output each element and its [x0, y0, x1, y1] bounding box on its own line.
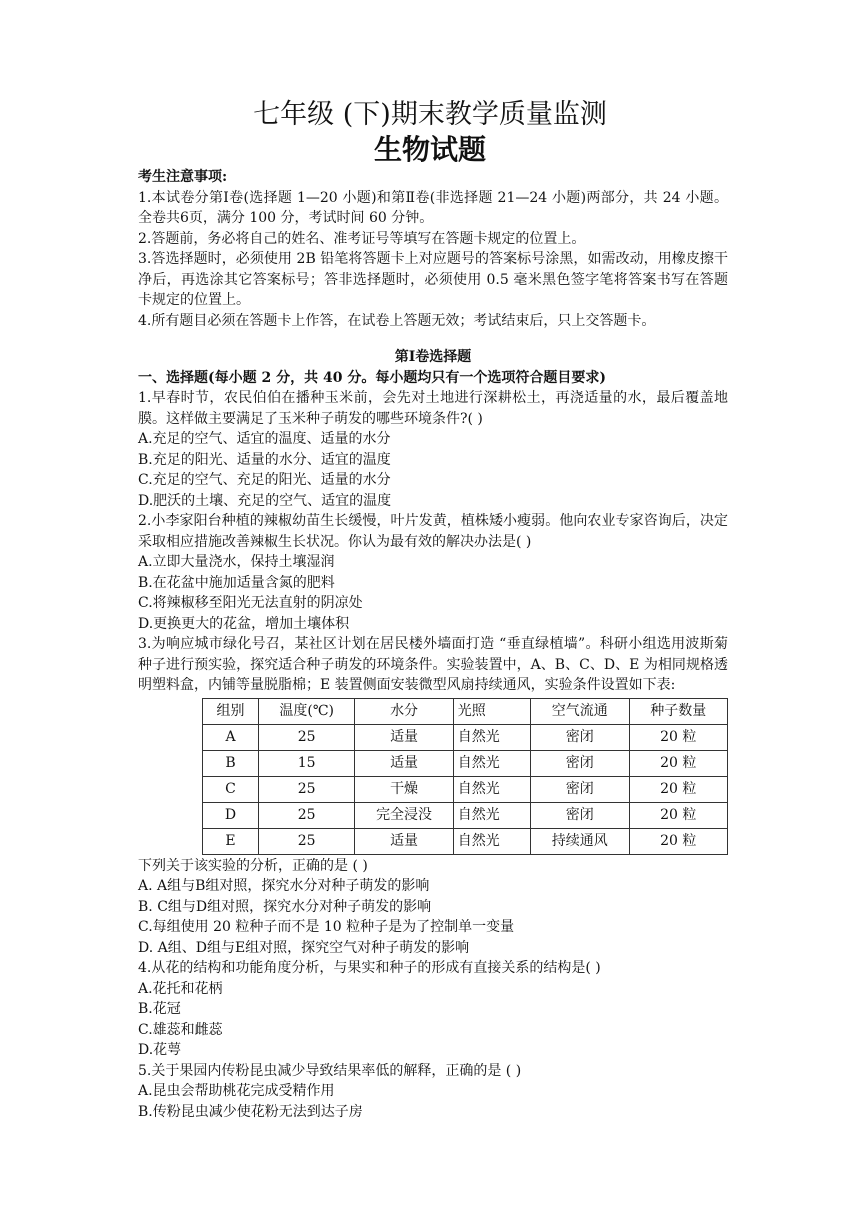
table-row	[203, 750, 728, 776]
table-header-cell: 光照	[453, 698, 530, 724]
question-5-option: A.昆虫会帮助桃花完成受精作用	[138, 1083, 335, 1099]
table-cell: A	[203, 724, 259, 750]
question-2-option: B.在花盆中施加适量含氮的肥料	[138, 574, 335, 591]
question-1-option: C.充足的空气、充足的阳光、适量的水分	[138, 472, 391, 488]
table-header-cell: 组别	[203, 698, 259, 724]
question-3-option: B. C组与D组对照，探究水分对种子萌发的影响	[138, 898, 432, 915]
question-1-option: D.肥沃的土壤、充足的空气、适宜的温度	[138, 492, 392, 509]
question-1-option: B.充足的阳光、适量的水分、适宜的温度	[138, 451, 391, 468]
table-row	[203, 724, 728, 750]
table-row	[203, 776, 728, 802]
table-cell: 25	[259, 802, 355, 828]
table-cell: 20 粒	[629, 724, 728, 750]
question-3-prompt: 下列关于该实验的分析，正确的是 ( )	[138, 857, 368, 874]
table-cell: 自然光	[453, 802, 530, 828]
spacer	[138, 331, 728, 347]
table-cell: 25	[259, 724, 355, 750]
exam-subtitle: 生物试题	[373, 133, 486, 166]
table-cell: 适量	[355, 828, 453, 854]
table-cell: 自然光	[453, 776, 530, 802]
question-3-option: C.每组使用 20 粒种子而不是 10 粒种子是为了控制单一变量	[138, 919, 515, 935]
table-header-cell: 空气流通	[531, 698, 629, 724]
notice-heading: 考生注意事项:	[138, 169, 228, 185]
question-3-stem: 3.为响应城市绿化号召，某社区计划在居民楼外墙面打造 “垂直绿植墙”。科研小组选用波斯菊种子进行预实验，探究适合种子萌发的环境条件。实验装置中，A、B、C、D、E 为相同规格透明塑料盒，内铺等量脱脂棉；E 装置侧面安装微型风扇持续通风，实验条件设置如下表:	[138, 636, 728, 693]
table-cell: 密闭	[531, 802, 629, 828]
question-2-option: A.立即大量浇水，保持土壤湿润	[138, 554, 335, 570]
table-cell: 适量	[355, 724, 453, 750]
table-cell: C	[203, 776, 259, 802]
question-1-option: A.充足的空气、适宜的温度、适量的水分	[138, 431, 391, 447]
table-cell: 完全浸没	[355, 802, 453, 828]
question-4-option: A.花托和花柄	[138, 980, 223, 997]
table-cell: 25	[259, 776, 355, 802]
table-header-cell: 水分	[355, 698, 453, 724]
table-cell: 自然光	[453, 828, 530, 854]
notice-item: 2.答题前，务必将自己的姓名、准考证号等填写在答题卡规定的位置上。	[138, 230, 586, 247]
question-1-stem: 1.早春时节，农民伯伯在播种玉米前，会先对土地进行深耕松土，再浇适量的水，最后覆盖地膜。这样做主要满足了玉米种子萌发的哪些环境条件?( )	[138, 390, 728, 427]
question-2-option: C.将辣椒移至阳光无法直射的阴凉处	[138, 595, 363, 611]
table-cell: 自然光	[453, 724, 530, 750]
table-cell: 自然光	[453, 750, 530, 776]
table-header-row	[203, 698, 728, 724]
question-4-option: D.花萼	[138, 1042, 182, 1058]
question-3-option: A. A组与B组对照，探究水分对种子萌发的影响	[138, 878, 430, 894]
table-row	[203, 828, 728, 854]
table-cell: B	[203, 750, 259, 776]
notice-item: 1.本试卷分第Ⅰ卷(选择题 1—20 小题)和第Ⅱ卷(非选择题 21—24 小题)两部分，共 24 小题。全卷共6页，满分 100 分，考试时间 60 分钟。	[138, 189, 728, 226]
table-cell: D	[203, 802, 259, 828]
table-cell: 干燥	[355, 776, 453, 802]
table-cell: 25	[259, 828, 355, 854]
table-cell: 20 粒	[629, 828, 728, 854]
question-4-option: B.花冠	[138, 1001, 181, 1017]
question-3-option: D. A组、D组与E组对照，探究空气对种子萌发的影响	[138, 939, 470, 956]
question-5-option: B.传粉昆虫减少使花粉无法到达子房	[138, 1103, 363, 1120]
table-cell: E	[203, 828, 259, 854]
table-cell: 适量	[355, 750, 453, 776]
table-cell: 密闭	[531, 724, 629, 750]
notice-item: 3.答选择题时，必须使用 2B 铅笔将答题卡上对应题号的答案标号涂黑，如需改动，用橡皮擦干净后，再选涂其它答案标号；答非选择题时，必须使用 0.5 毫米黑色签字笔将答案书写在答题卡规定的位置上。	[138, 251, 728, 308]
table-cell: 20 粒	[629, 802, 728, 828]
table-cell: 20 粒	[629, 776, 728, 802]
question-2-stem: 2.小李家阳台种植的辣椒幼苗生长缓慢，叶片发黄，植株矮小瘦弱。他向农业专家咨询后，决定采取相应措施改善辣椒生长状况。你认为最有效的解决办法是( )	[138, 513, 728, 550]
table-cell: 密闭	[531, 776, 629, 802]
table-cell: 持续通风	[531, 828, 629, 854]
section-heading: 一、选择题(每小题 2 分，共 40 分。每小题均只有一个选项符合题目要求)	[138, 369, 606, 386]
table-cell: 15	[259, 750, 355, 776]
question-2-option: D.更换更大的花盆，增加土壤体积	[138, 615, 350, 632]
question-4-stem: 4.从花的结构和功能角度分析，与果实和种子的形成有直接关系的结构是( )	[138, 960, 601, 976]
exam-title: 七年级 (下)期末教学质量监测	[253, 99, 607, 130]
experiment-table	[202, 698, 728, 855]
question-5-stem: 5.关于果园内传粉昆虫减少导致结果率低的解释，正确的是 ( )	[138, 1062, 522, 1079]
table-header-cell: 温度(℃)	[259, 698, 355, 724]
table-header-cell: 种子数量	[629, 698, 728, 724]
table-row	[203, 802, 728, 828]
exam-content	[138, 167, 728, 1122]
question-4-option: C.雄蕊和雌蕊	[138, 1021, 223, 1038]
table-cell: 20 粒	[629, 750, 728, 776]
table-cell: 密闭	[531, 750, 629, 776]
part1-heading: 第Ⅰ卷选择题	[394, 349, 472, 365]
notice-item: 4.所有题目必须在答题卡上作答，在试卷上答题无效；考试结束后，只上交答题卡。	[138, 312, 656, 329]
